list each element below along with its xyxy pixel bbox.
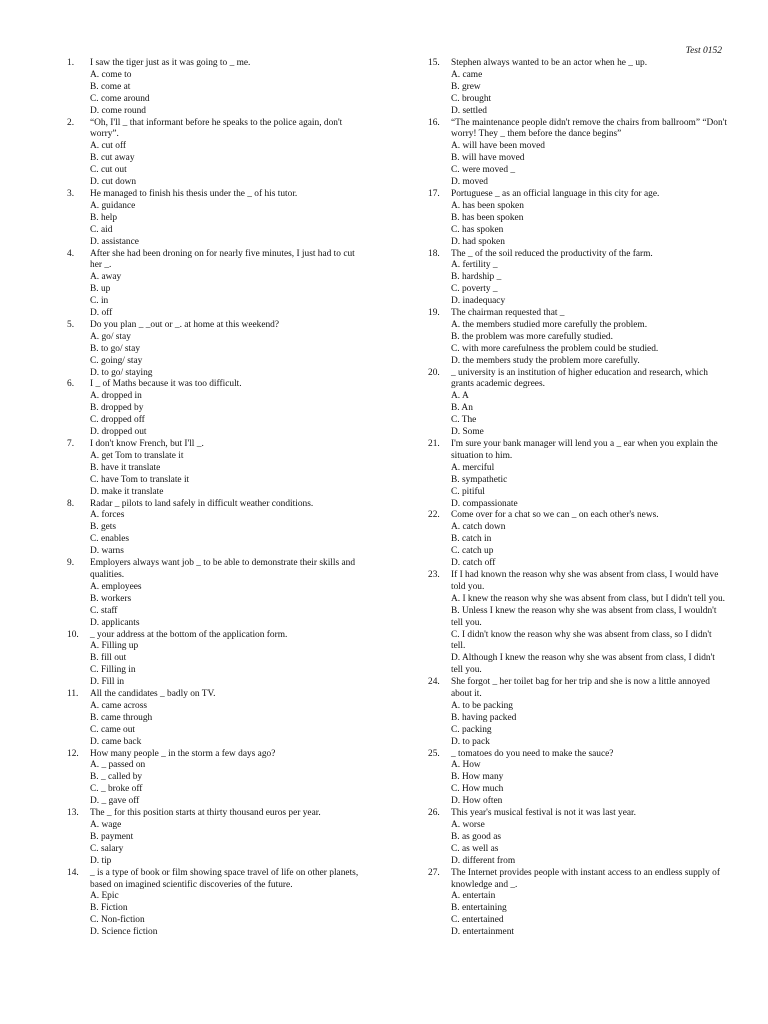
answer-option: B. workers [90,593,132,604]
question-item [67,439,367,499]
question-item [67,808,367,868]
question-number: 20. [428,367,440,378]
question-stem: I'm sure your bank manager will lend you a _ ear when you explain the situation to him. [451,439,718,461]
answer-option: C. come around [90,93,150,104]
question-number: 24. [428,677,440,688]
answer-option: D. Science fiction [90,927,158,938]
question-item [428,439,728,510]
answer-option: C. entertained [451,915,504,926]
answer-option: B. has been spoken [451,212,524,223]
answer-option: D. Some [451,427,484,438]
answer-option: B. the problem was more carefully studied. [451,331,613,342]
answer-option: D. catch off [451,558,496,569]
answer-option: D. moved [451,177,488,188]
answer-option: B. came through [90,712,153,723]
answer-option: C. How much [451,784,504,795]
answer-option: D. applicants [90,617,140,628]
question-item [67,249,367,320]
answer-option: A. come to [90,69,132,80]
answer-option: B. to go/ stay [90,343,141,354]
question-stem: After she had been droning on for nearly five minutes, I just had to cut her _. [90,248,355,271]
answer-option: C. have Tom to translate it [90,474,190,485]
question-number: 7. [67,439,75,449]
answer-option: C. brought [451,93,492,104]
answer-option: D. the members study the problem more carefully. [451,355,640,366]
question-stem: Portuguese _ as an official language in this city for age. [451,188,660,199]
question-item [428,189,728,249]
question-item [428,570,728,677]
answer-option: C. cut out [90,165,127,176]
question-stem: Stephen always wanted to be an actor when he _ up. [451,58,648,68]
question-item [67,118,367,189]
answer-option: C. The [451,415,477,426]
question-stem: I don't know French, but I'll _. [90,439,204,449]
answer-option: B. having packed [451,712,517,723]
left-column [67,58,367,939]
answer-option: C. has spoken [451,224,504,235]
question-number: 16. [428,117,440,128]
question-item [428,249,728,309]
answer-option: D. assistance [90,236,139,247]
question-number: 9. [67,558,75,569]
answer-option: D. settled [451,105,487,116]
answer-option: C. as well as [451,843,499,854]
question-item [67,189,367,249]
answer-option: C. in [90,296,109,307]
question-number: 27. [428,867,440,878]
question-stem: If I had known the reason why she was absent from class, I would have told you. [451,569,719,592]
answer-option: B. gets [90,522,117,533]
question-number: 15. [428,58,440,68]
answer-option: D. How often [451,796,503,807]
answer-option: C. staff [90,605,118,616]
answer-option: D. had spoken [451,236,505,247]
question-number: 17. [428,188,440,199]
answer-option: A. dropped in [90,391,142,402]
answer-option: B. _ called by [90,772,143,783]
answer-option: D. dropped out [90,427,147,438]
question-item [67,868,367,939]
right-column [428,58,728,939]
question-stem: _ university is an institution of higher education and research, which grants academic degrees. [451,367,708,390]
answer-option: A. go/ stay [90,331,131,342]
question-item [67,379,367,439]
question-stem: _ tomatoes do you need to make the sauce? [451,748,614,759]
question-stem: He managed to finish his thesis under the _ of his tutor. [90,188,298,199]
answer-option: A. the members studied more carefully the problem. [451,319,648,330]
answer-option: B. fill out [90,653,127,664]
answer-option: A. Filling up [90,641,139,652]
question-stem: _ is a type of book or film showing space travel of life on other planets, based on imagined scientific discoveries of the future. [90,867,359,890]
question-number: 25. [428,748,440,759]
question-item [67,689,367,749]
question-number: 13. [67,808,79,819]
question-stem: Do you plan _ _out or _. at home at this weekend? [90,319,280,330]
question-number: 19. [428,308,440,319]
answer-option: D. cut down [90,177,137,188]
answer-option: C. were moved _ [451,165,516,176]
answer-option: A. fertility _ [451,260,498,271]
question-number: 8. [67,498,75,509]
answer-option: A. cut off [90,141,127,152]
answer-option: D. came back [90,736,142,747]
question-number: 10. [67,629,79,640]
question-stem: Come over for a chat so we can _ on each other's news. [451,510,659,521]
question-stem: All the candidates _ badly on TV. [90,689,216,700]
question-number: 6. [67,379,75,390]
answer-option: D. tip [90,855,112,866]
answer-option: D. entertainment [451,927,514,938]
question-number: 5. [67,319,75,330]
question-stem: I _ of Maths because it was too difficult. [90,379,242,390]
answer-option: A. get Tom to translate it [90,450,184,461]
answer-option: A. A [451,391,469,402]
answer-option: A. wage [90,820,122,830]
answer-option: D. to go/ staying [90,367,153,378]
answer-option: D. warns [90,546,124,557]
question-stem: She forgot _ her toilet bag for her trip and she is now a little annoyed about it. [451,677,710,700]
answer-option: B. up [90,284,111,295]
answer-option: A. merciful [451,462,495,473]
answer-option: A. I knew the reason why she was absent from class, but I didn't tell you. [451,593,726,604]
answer-option: A. How [451,760,481,771]
answer-option: C. dropped off [90,415,145,426]
answer-option: D. compassionate [451,498,518,509]
answer-option: A. worse [451,820,485,830]
answer-option: C. enables [90,534,130,545]
answer-option: B. hardship _ [451,272,502,283]
answer-option: C. poverty _ [451,284,498,295]
question-number: 11. [67,689,79,700]
question-item [67,320,367,380]
answer-option: D. Although I knew the reason why she was absent from class, I didn't tell you. [451,653,715,676]
answer-option: B. help [90,212,118,223]
answer-option: C. with more carefulness the problem could be studied. [451,343,659,354]
question-number: 14. [67,867,79,878]
question-item [67,558,367,629]
question-item [428,510,728,570]
answer-option: B. An [451,403,473,414]
answer-option: A. away [90,272,122,283]
question-item [67,499,367,559]
question-number: 3. [67,188,75,199]
answer-option: C. came out [90,724,136,735]
answer-option: D. different from [451,855,516,866]
question-stem: “Oh, I'll _ that informant before he speaks to the police again, don't worry”. [90,117,343,140]
answer-option: A. guidance [90,200,136,211]
answer-option: A. has been spoken [451,200,524,211]
answer-option: A. Epic [90,891,119,902]
question-number: 1. [67,58,75,68]
answer-option: A. catch down [451,522,506,533]
question-item [428,368,728,439]
answer-option: B. will have moved [451,153,525,164]
question-item [428,677,728,748]
answer-option: D. make it translate [90,486,164,497]
question-number: 26. [428,808,440,819]
answer-option: B. cut away [90,153,135,164]
answer-option: C. Non-fiction [90,915,145,926]
question-item [428,749,728,809]
answer-option: B. How many [451,772,504,783]
answer-option: A. _ passed on [90,760,146,771]
question-number: 22. [428,510,440,521]
question-item [428,308,728,368]
answer-option: B. dropped by [90,403,144,414]
question-stem: Radar _ pilots to land safely in difficult weather conditions. [90,498,314,509]
question-number: 4. [67,248,75,259]
answer-option: B. catch in [451,534,492,545]
answer-option: A. forces [90,510,125,521]
answer-option: C. aid [90,224,113,235]
question-stem: How many people _ in the storm a few days ago? [90,748,276,759]
answer-option: C. salary [90,843,124,854]
question-stem: _ your address at the bottom of the application form. [90,629,288,640]
question-number: 12. [67,748,79,759]
answer-option: C. I didn't know the reason why she was absent from class, so I didn't tell. [451,629,712,652]
question-item [67,58,367,118]
answer-option: D. off [90,308,113,319]
answer-option: A. entertain [451,891,496,902]
answer-option: A. came [451,69,483,80]
answer-option: A. will have been moved [451,141,545,152]
question-item [67,630,367,690]
answer-option: A. came across [90,700,148,711]
question-stem: The _ of the soil reduced the productivity of the farm. [451,248,653,259]
question-item [428,118,728,189]
question-stem: The Internet provides people with instant access to an endless supply of knowledge and _. [451,867,720,890]
answer-option: D. to pack [451,736,490,747]
question-item [428,868,728,939]
question-stem: The _ for this position starts at thirty thousand euros per year. [90,808,321,819]
question-item [428,808,728,868]
question-item [67,749,367,809]
answer-option: B. Unless I knew the reason why she was absent from class, I wouldn't tell you. [451,605,717,628]
question-stem: This year's musical festival is not it was last year. [451,808,636,819]
question-stem: Employers always want job _ to be able to demonstrate their skills and qualities. [90,558,356,580]
question-stem: I saw the tiger just as it was going to _ me. [90,58,251,68]
answer-option: D. _ gave off [90,796,140,807]
question-number: 2. [67,117,75,128]
answer-option: B. as good as [451,831,501,842]
question-number: 23. [428,569,440,580]
answer-option: B. have it translate [90,462,161,473]
answer-option: B. sympathetic [451,474,508,485]
answer-option: B. entertaining [451,903,507,914]
answer-option: A. to be packing [451,700,513,711]
answer-option: C. packing [451,724,492,735]
question-item [428,58,728,118]
question-number: 21. [428,439,440,449]
answer-option: C. pitiful [451,486,485,497]
question-stem: “The maintenance people didn't remove the chairs from ballroom” “Don't worry! They _ them before the dance begins” [451,117,727,140]
answer-option: B. come at [90,81,131,92]
answer-option: D. come round [90,105,146,116]
test-id: Test 0152 [685,46,722,56]
question-number: 18. [428,248,440,259]
question-stem: The chairman requested that _ [451,308,565,319]
answer-option: B. grew [451,81,481,92]
answer-option: C. catch up [451,546,494,557]
answer-option: C. Filling in [90,665,136,676]
answer-option: D. inadequacy [451,296,506,307]
answer-option: C. going/ stay [90,355,143,366]
answer-option: D. Fill in [90,677,125,688]
answer-option: C. _ broke off [90,784,143,795]
answer-option: B. payment [90,831,134,842]
answer-option: B. Fiction [90,903,128,914]
answer-option: A. employees [90,581,142,592]
